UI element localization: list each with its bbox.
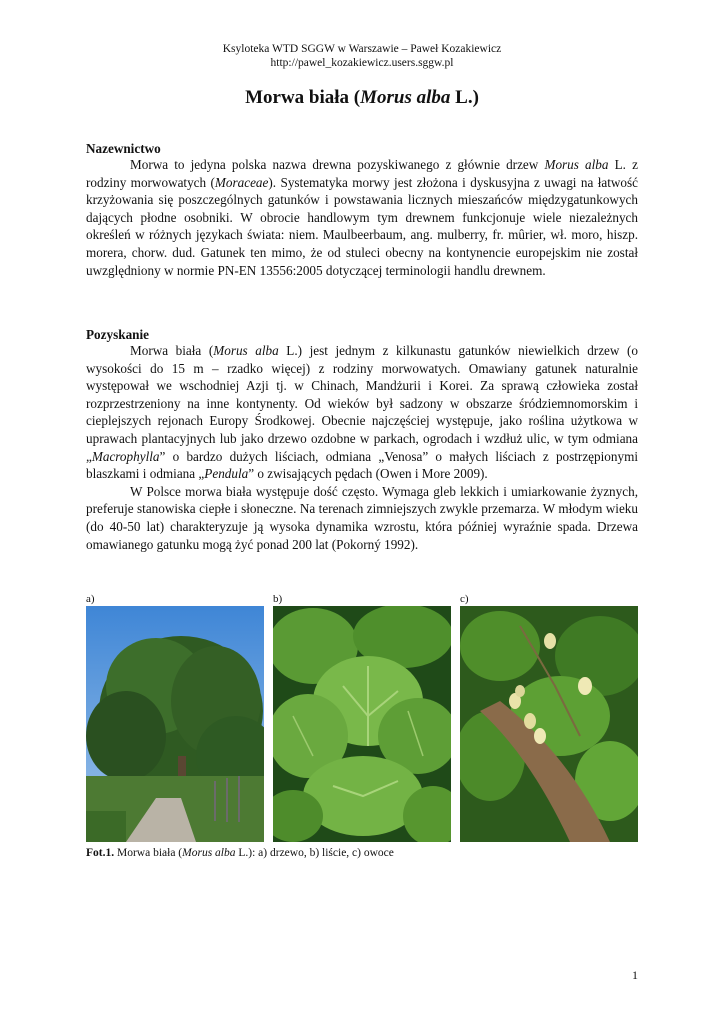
section-heading-nazewnictwo: Nazewnictwo <box>86 141 161 156</box>
paragraph-text: Morwa to jedyna polska nazwa drewna pozyskiwanego z głównie drzew Morus alba L. z rodziny morwowatych (Moraceae). Systematyka morwy jest złożona i dyskusyjna z uwagi na łatwość krzyżowania się poszczególnych gatunków i powstawania licznych mieszańców międzygatunkowych dających płodne osobniki. W obrocie handlowym tym drewnem funkcjonuje wiele niezależnych określeń w różnych językach świata: niem. Maulbeerbaum, ang. mulberry, fr. mûrier, wł. moro, hiszp. morera, chorw. dud. Gatunek ten mimo, że od stuleci obecny na kontynencie europejskim nie został uwzględniony w normie PN-EN 13556:2005 dotyczącej terminologii handlu drewnem. <box>86 157 638 278</box>
header-line-1: Ksyloteka WTD SGGW w Warszawie – Paweł Kozakiewicz <box>222 43 502 55</box>
paragraph-text-2: W Polsce morwa biała występuje dość często. Wymaga gleb lekkich i umiarkowanie żyznych, preferuje stanowiska ciepłe i słoneczne. Na terenach zimniejszych zwykle przemarza. W młodym wieku (do 40-50 lat) charakteryzuje ją wysoka dynamika wzrostu, która później wyraźnie spada. Drzewa omawianego gatunku mogą żyć ponad 200 lat (Pokorný 1992). <box>86 483 638 552</box>
caption-label: Fot.1. <box>86 847 115 859</box>
header-url: http://pawel_kozakiewicz.users.sggw.pl <box>270 57 454 69</box>
paragraph-pozyskanie <box>86 342 638 553</box>
photo-label-c: c) <box>460 593 469 605</box>
page-number: 1 <box>632 968 638 982</box>
photo-tree <box>86 606 264 842</box>
title-suffix: L.) <box>450 87 479 108</box>
section-heading-pozyskanie: Pozyskanie <box>86 327 150 342</box>
document-title <box>0 86 724 110</box>
paragraph-nazewnictwo <box>86 156 638 279</box>
title-prefix: Morwa biała ( <box>245 87 361 108</box>
photo-fruits <box>460 606 638 842</box>
page-header <box>0 42 724 70</box>
photo-label-b: b) <box>273 593 283 605</box>
figure-caption: Fot.1. Morwa biała (Morus alba L.): a) drzewo, b) liście, c) owoce <box>86 847 394 859</box>
paragraph-text-1: Morwa biała (Morus alba L.) jest jednym z kilkunastu gatunków niewielkich drzew (o wysokości do 15 m – rzadko więcej) z rodziny morwowatych. Omawiany gatunek naturalnie występował we wschodniej Azji tj. w Chinach, Mandżurii i Korei. Za sprawą człowieka został rozprzestrzeniony na inne kontynenty. Od wieków był sadzony w obszarze śródziemnomorskim i cieplejszych rejonach Europy Środkowej. Obecnie najczęściej występuje, jako roślina użytkowa w uprawach plantacyjnych lub jako drzewo ozdobne w parkach, ogrodach i wzdłuż ulic, w tym odmiana „Macrophylla” o bardzo dużych liściach, odmiana „Venosa” o małych liściach z postrzępionymi blaszkami i odmiana „Pendula” o zwisających pędach (Owen i More 2009). <box>86 343 638 482</box>
photo-label-a: a) <box>86 593 95 605</box>
photo-leaves <box>273 606 451 842</box>
title-latin: Morus alba <box>360 87 451 108</box>
